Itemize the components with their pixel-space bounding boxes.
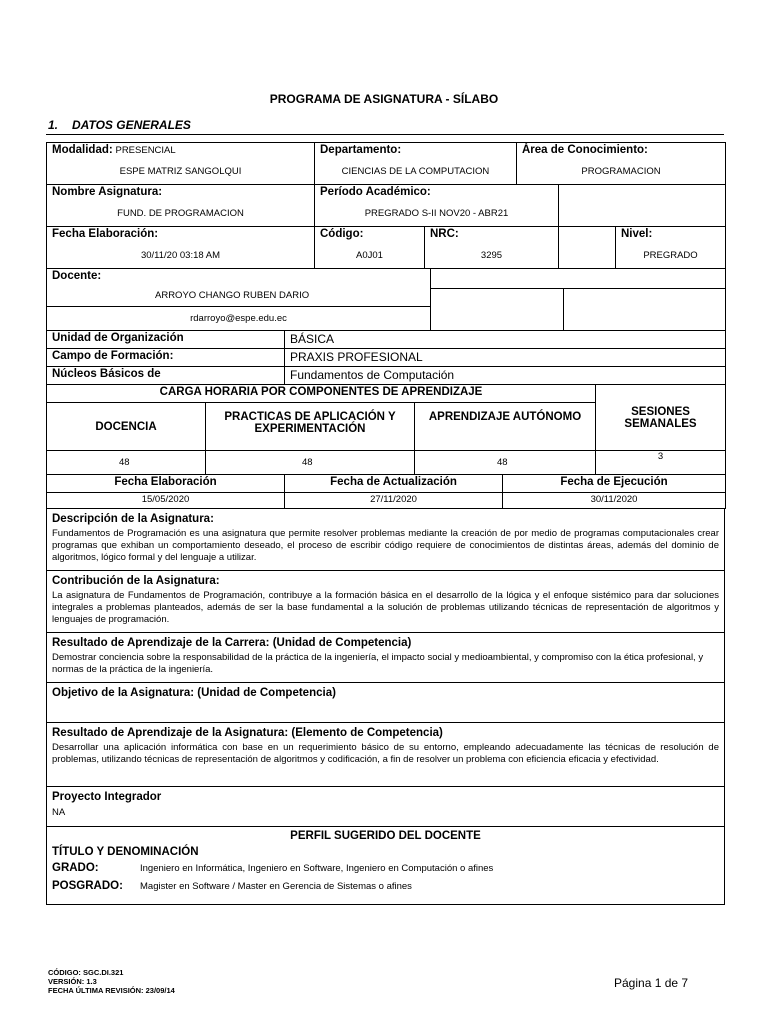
fechas-table (46, 474, 726, 509)
objetivo-label: Objetivo de la Asignatura: (Unidad de Competencia) (52, 687, 336, 699)
document-title: PROGRAMA DE ASIGNATURA - SÍLABO (269, 92, 499, 106)
campo-value: PRAXIS PROFESIONAL (285, 349, 726, 367)
autonomo-label: APRENDIZAJE AUTÓNOMO (415, 403, 596, 451)
footer-fecha-revision: FECHA ÚLTIMA REVISIÓN: 23/09/14 (48, 986, 175, 995)
modalidad-value: PRESENCIAL (115, 145, 176, 156)
campo-label: Campo de Formación: (47, 349, 285, 367)
nrc-value: 3295 (425, 249, 559, 269)
descriptive-sections-table (46, 508, 725, 905)
fecha-label: Fecha Elaboración: (47, 227, 315, 249)
descripcion-text: Fundamentos de Programación es una asignatura que permite resolver problemas mediante la creación de por medio de programas computacionales crear programas que exhiban un comportamiento deseado, el proceso de escribir código requiere de conocimientos de distintas áreas, además del dominio de algoritmos, lógico formal y del lenguaje a utilizar. (52, 528, 719, 563)
sesiones-value: 3 (596, 451, 726, 475)
departamento-label: Departamento: (315, 143, 517, 165)
docencia-value: 48 (47, 451, 206, 475)
descripcion-label: Descripción de la Asignatura: (52, 513, 214, 525)
footer-codigo: CÓDIGO: SGC.DI.321 (48, 968, 124, 977)
periodo-value: PREGRADO S-II NOV20 - ABR21 (315, 207, 559, 227)
grado-label: GRADO: (52, 862, 99, 874)
practicas-label: PRACTICAS DE APLICACIÓN Y EXPERIMENTACIÓN (206, 403, 415, 451)
fecha-elaboracion-value: 15/05/2020 (47, 493, 285, 509)
nivel-label: Nivel: (616, 227, 726, 249)
proyecto-label: Proyecto Integrador (52, 791, 162, 803)
posgrado-label: POSGRADO: (52, 880, 123, 892)
footer-version: VERSIÓN: 1.3 (48, 977, 97, 986)
contribucion-text: La asignatura de Fundamentos de Programación, contribuye a la formación básica en el desarrollo de la lógica y el enfoque sistémico para dar soluciones integrales a problemas planteados, además de ser la base fundamental a la solución de problemas utilizando técnicas de representación de algoritmos y lenguajes de programación. (52, 590, 719, 625)
docente-value: ARROYO CHANGO RUBEN DARIO (47, 289, 431, 307)
nombre-value: FUND. DE PROGRAMACION (47, 207, 315, 227)
document-footer (48, 968, 175, 995)
section-title: DATOS GENERALES (72, 118, 191, 132)
area-label: Área de Conocimiento: (517, 143, 726, 165)
posgrado-value: Magister en Software / Master en Gerencia de Sistemas o afines (140, 881, 412, 892)
carga-title: CARGA HORARIA POR COMPONENTES DE APRENDIZAJE (47, 385, 596, 403)
proyecto-value: NA (52, 807, 66, 818)
area-value: PROGRAMACION (517, 165, 726, 185)
resultado-asignatura-label: Resultado de Aprendizaje de la Asignatura: (Elemento de Competencia) (52, 727, 443, 739)
sesiones-label: SESIONES SEMANALES (596, 385, 726, 451)
departamento-value: CIENCIAS DE LA COMPUTACION (315, 165, 517, 185)
codigo-label: Código: (315, 227, 425, 249)
perfil-title: PERFIL SUGERIDO DEL DOCENTE (290, 830, 481, 842)
carga-horaria-table (46, 384, 726, 475)
docencia-label: DOCENCIA (47, 403, 206, 451)
fecha-actualizacion-value: 27/11/2020 (285, 493, 503, 509)
nivel-value: PREGRADO (616, 249, 726, 269)
fecha-ejecucion-label: Fecha de Ejecución (503, 475, 726, 493)
unidad-label: Unidad de Organización (47, 331, 285, 349)
resultado-carrera-label: Resultado de Aprendizaje de la Carrera: (Unidad de Competencia) (52, 637, 412, 649)
section-heading (48, 118, 191, 132)
nrc-label: NRC: (425, 227, 559, 249)
titulo-label: TÍTULO Y DENOMINACIÓN (52, 846, 199, 858)
fecha-elaboracion-label: Fecha Elaboración (47, 475, 285, 493)
autonomo-value: 48 (415, 451, 596, 475)
resultado-carrera-text: Demostrar conciencia sobre la responsabilidad de la práctica de la ingeniería, el impacto social y medioambiental, y compromiso con la ética profesional, y normas de la práctica de la ingeniería. (52, 652, 704, 675)
section-number: 1. (48, 118, 59, 132)
docente-label: Docente: (47, 269, 431, 289)
grado-value: Ingeniero en Informática, Ingeniero en Software, Ingeniero en Computación o afines (140, 863, 494, 874)
page-number: Página 1 de 7 (614, 976, 689, 990)
general-data-table (46, 142, 726, 269)
unidad-value: BÁSICA (285, 331, 726, 349)
organizacion-table (46, 330, 726, 385)
sede-value: ESPE MATRIZ SANGOLQUI (47, 165, 315, 185)
nombre-label: Nombre Asignatura: (47, 185, 315, 207)
resultado-asignatura-text: Desarrollar una aplicación informática con base en un requerimiento básico de su entorno, empleando adecuadamente las técnicas de resolución de problemas, utilizando técnicas de representación de algoritmos y codificación, a fin de resolver un problema con eficiencia eficacia y efectividad. (52, 742, 719, 765)
contribucion-label: Contribución de la Asignatura: (52, 575, 220, 587)
nucleos-value: Fundamentos de Computación (285, 367, 726, 385)
syllabus-form (46, 142, 725, 905)
docente-table (46, 268, 726, 331)
periodo-label: Período Académico: (315, 185, 559, 207)
nucleos-label: Núcleos Básicos de (47, 367, 285, 385)
fecha-actualizacion-label: Fecha de Actualización (285, 475, 503, 493)
codigo-value: A0J01 (315, 249, 425, 269)
modalidad-label: Modalidad: (52, 144, 113, 156)
fecha-value: 30/11/20 03:18 AM (47, 249, 315, 269)
docente-email: rdarroyo@espe.edu.ec (47, 307, 431, 331)
fecha-ejecucion-value: 30/11/2020 (503, 493, 726, 509)
section-divider (46, 134, 724, 135)
practicas-value: 48 (206, 451, 415, 475)
